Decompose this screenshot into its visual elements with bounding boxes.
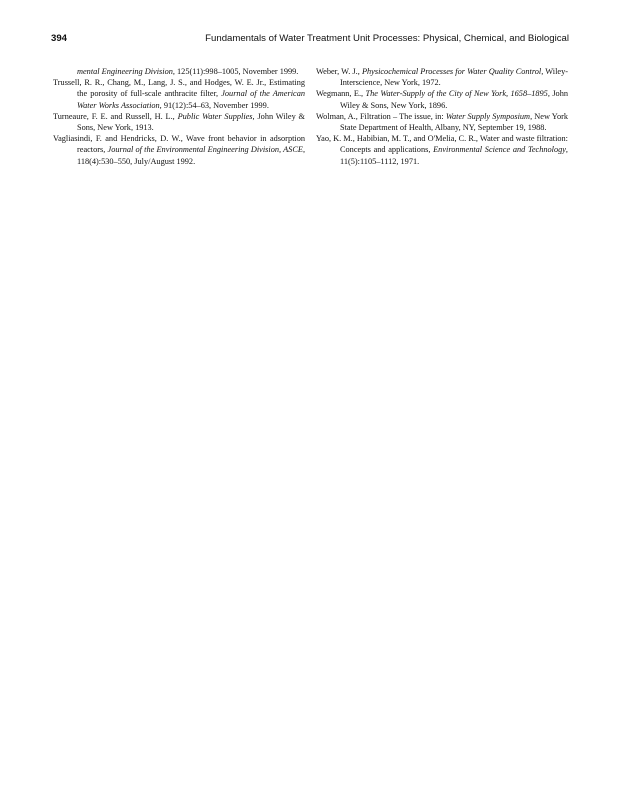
references-right-column	[316, 66, 568, 167]
reference-title: mental Engineering Division	[77, 67, 173, 76]
reference-text: , John Wiley & Sons, New York, 1913.	[77, 111, 306, 133]
reference-title: Environmental Science and Technology	[433, 145, 566, 155]
reference-text: , 91(12):54–63, November 1999.	[159, 100, 269, 110]
reference-title: Journal of the American Water Works Association	[77, 89, 305, 110]
reference-text: Trussell, R. R., Chang, M., Lang, J. S., and Hodges, W. E. Jr., Estimating the porosity of full-scale anthracite filter,	[53, 78, 305, 99]
reference-text: Wolman, A., Filtration – The issue, in:	[316, 111, 446, 121]
reference-text: Weber, W. J.,	[316, 67, 362, 76]
reference-text: , New York State Department of Health, Albany, NY, September 19, 1988.	[340, 111, 569, 133]
reference-title: The Water-Supply of the City of New York, 1658–1895	[365, 89, 548, 99]
reference-text: Wegmann, E.,	[316, 89, 366, 99]
reference-text: , John Wiley & Sons, New York, 1896.	[340, 89, 568, 110]
reference-text: , 11(5):1105–1112, 1971.	[340, 145, 568, 166]
reference-text: , Wiley-Interscience, New York, 1972.	[340, 67, 569, 88]
reference-entry	[53, 77, 305, 111]
reference-text: Yao, K. M., Habibian, M. T., and O'Melia, C. R., Water and waste filtration: Concepts and applications,	[316, 134, 568, 155]
reference-title: Physicochemical Processes for Water Quality Control	[361, 67, 542, 76]
reference-entry	[53, 66, 305, 77]
reference-title: Water Supply Symposium	[445, 111, 531, 121]
reference-title: Public Water Supplies	[177, 111, 253, 121]
reference-text: , 118(4):530–550, July/August 1992.	[77, 145, 306, 166]
reference-entry	[316, 111, 568, 133]
reference-entry	[316, 66, 568, 88]
reference-entry	[53, 111, 305, 133]
reference-entry	[316, 133, 568, 167]
reference-text: Turneaure, F. E. and Russell, H. L.,	[53, 111, 178, 121]
page-header	[51, 33, 569, 47]
page-number: 394	[51, 33, 68, 44]
running-title: Fundamentals of Water Treatment Unit Processes: Physical, Chemical, and Biological	[205, 33, 569, 44]
reference-entry	[53, 133, 305, 167]
reference-title: Journal of the Environmental Engineering Division, ASCE	[107, 145, 303, 155]
reference-entry	[316, 88, 568, 110]
reference-text: Vagliasindi, F. and Hendricks, D. W., Wave front behavior in adsorption reactors,	[53, 134, 305, 155]
references-left-column	[53, 66, 305, 167]
reference-text: , 125(11):998–1005, November 1999.	[172, 67, 299, 76]
